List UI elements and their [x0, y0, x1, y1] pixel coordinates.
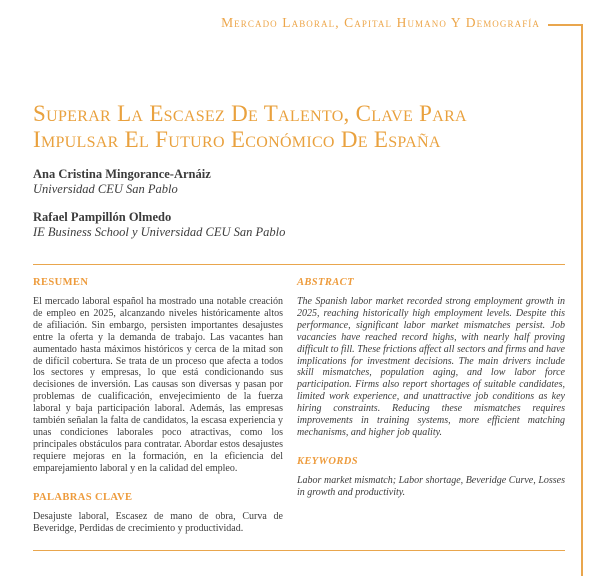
- keywords-heading: KEYWORDS: [297, 455, 358, 467]
- keywords-text: Labor market mismatch; Labor shortage, Beveridge Curve, Losses in growth and productivity.: [297, 474, 565, 498]
- palabras-clave-heading: PALABRAS CLAVE: [33, 491, 133, 503]
- bottom-divider-rule: [33, 550, 565, 551]
- resumen-heading: RESUMEN: [33, 277, 89, 288]
- palabras-clave-text: Desajuste laboral, Escasez de mano de obra, Curva de Beveridge, Perdidas de crecimiento y productividad.: [33, 510, 283, 534]
- author-affiliation: IE Business School y Universidad CEU San Pablo: [33, 225, 286, 239]
- author-name: Rafael Pampillón Olmedo: [33, 210, 172, 224]
- resumen-text: El mercado laboral español ha mostrado una notable creación de empleo en 2025, alcanzando niveles históricamente altos de afiliación. Sin embargo, persisten importantes desajustes entre la oferta y la demanda de trabajo. Las vacantes han aumentado hasta máximos históricos y cerca de la mitad son de difícil cobertura. Se trata de un proceso que afecta a todos los sectores y empresas, lo que está condicionando sus decisiones de inversión. Las causas son diversas y pasan por problemas de cualificación, envejecimiento de la fuerza laboral y baja participación laboral. Además, las empresas también señalan la falta de candidatos, la escasa experiencia y unas condiciones laborales poco atractivas, como los principales obstáculos para contratar. Abordar estos desajustes requiere mejoras en la formación, en la eficiencia del emparejamiento laboral y en la calidad del empleo.: [33, 296, 283, 474]
- abstract-column: [297, 277, 565, 534]
- article-title: Superar La Escasez De Talento, Clave Para Impulsar El Futuro Económico De España: [33, 101, 467, 152]
- top-divider-rule: [33, 264, 565, 265]
- abstract-columns: [33, 277, 565, 534]
- abstract-heading: ABSTRACT: [297, 277, 354, 288]
- authors-block: [33, 167, 433, 253]
- author-affiliation: Universidad CEU San Pablo: [33, 182, 178, 196]
- journal-section-header: Mercado Laboral, Capital Humano Y Demografía: [221, 15, 540, 30]
- author-name: Ana Cristina Mingorance-Arnáiz: [33, 167, 211, 181]
- abstract-text: The Spanish labor market recorded strong employment growth in 2025, reaching historically high employment levels. Despite this performance, significant labor market mismatches persist. Job vacancies have reached record highs, with nearly half proving difficult to fill. These frictions affect all sectors and firms and have implications for investment decisions. The main drivers include skill mismatches, population aging, and low labor force participation. Firms also report shortages of suitable candidates, limited work experience, and unattractive job conditions as key hiring constraints. Reducing these mismatches requires improvements in training systems, more efficient matching mechanisms, and higher job quality.: [297, 296, 565, 438]
- resumen-column: [33, 277, 283, 534]
